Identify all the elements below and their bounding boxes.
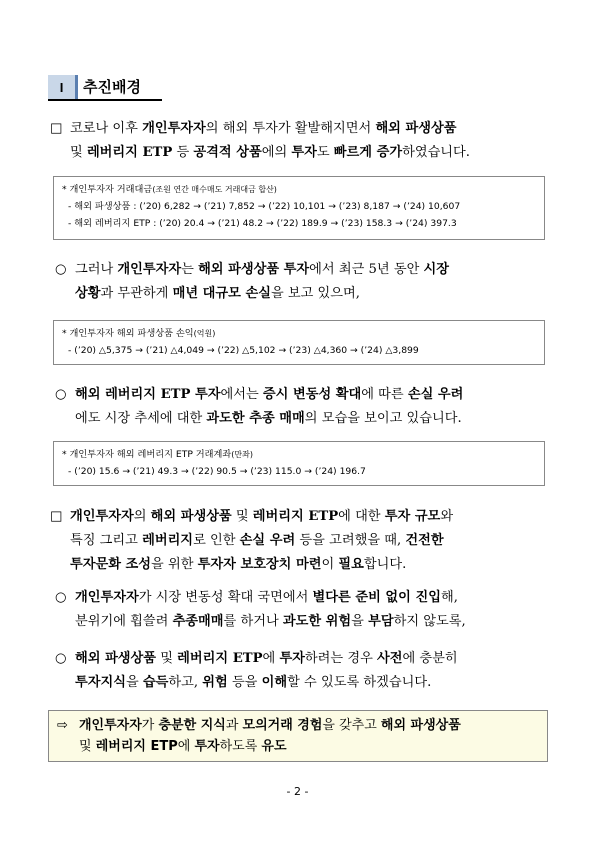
text: 및 bbox=[156, 651, 178, 666]
text: 과 bbox=[225, 718, 243, 733]
text: 합니다. bbox=[363, 557, 407, 572]
text: 와 bbox=[440, 509, 454, 524]
paragraph-4-line-2 bbox=[50, 529, 453, 553]
text: 에 bbox=[262, 651, 280, 666]
paragraph-6-line-2 bbox=[55, 671, 458, 695]
text-bold: 개인투자자 bbox=[79, 718, 142, 733]
text-bold: 해외 파생상품 bbox=[375, 121, 457, 136]
text: 의 해외 투자가 활발해지면서 bbox=[205, 121, 376, 136]
text-bold: 투자 bbox=[194, 739, 220, 754]
text-bold: 사전 bbox=[377, 651, 403, 666]
conclusion-line-1 bbox=[57, 715, 539, 736]
text-bold: 레버리지 ETP bbox=[95, 739, 178, 754]
text: 및 bbox=[231, 509, 253, 524]
text-bold: 개인투자자 bbox=[75, 590, 139, 605]
text: 및 bbox=[79, 739, 96, 754]
note-box-etp-accounts bbox=[53, 441, 545, 486]
section-number: I bbox=[48, 75, 78, 100]
text: 하였습니다. bbox=[402, 145, 470, 160]
text: 하도록 bbox=[219, 739, 262, 754]
text: 에 충분히 bbox=[402, 651, 458, 666]
text: 과 무관하게 bbox=[100, 286, 173, 301]
text-bold: 해외 파생상품 bbox=[380, 718, 461, 733]
text: 하려는 경우 bbox=[304, 651, 378, 666]
paragraph-4-line-3 bbox=[50, 553, 453, 577]
text-bold: 과도한 위험 bbox=[282, 614, 352, 629]
text: * 개인투자자 해외 파생상품 손익 bbox=[62, 328, 194, 339]
paragraph-6 bbox=[55, 647, 458, 695]
text-bold: 해외 파생상품 bbox=[150, 509, 232, 524]
note-title bbox=[62, 446, 536, 463]
text-bold: 증시 변동성 확대 bbox=[262, 387, 362, 402]
paragraph-6-line-1 bbox=[55, 647, 458, 671]
text: 할 수 있도록 하겠습니다. bbox=[287, 675, 432, 690]
text: 코로나 이후 bbox=[70, 121, 143, 136]
square-bullet-icon: □ bbox=[50, 509, 63, 524]
note-title bbox=[62, 181, 536, 198]
text-bold: 빠르게 증가 bbox=[333, 145, 403, 160]
text: * 개인투자자 거래대금 bbox=[62, 184, 153, 195]
text-bold: 투자 규모 bbox=[384, 509, 441, 524]
text-bold: 손실 우려 bbox=[407, 387, 464, 402]
text-bold: 위험 bbox=[202, 675, 228, 690]
text: 분위기에 휩쓸려 bbox=[75, 614, 173, 629]
text: 및 bbox=[70, 145, 87, 160]
circle-bullet-icon: ○ bbox=[55, 651, 67, 666]
text: 특징 그리고 bbox=[70, 533, 143, 548]
conclusion-box bbox=[48, 710, 548, 762]
paragraph-2 bbox=[55, 258, 449, 306]
text: 을 보고 있으며, bbox=[270, 286, 360, 301]
text-bold: 이해 bbox=[261, 675, 288, 690]
paragraph-4-line-1 bbox=[50, 505, 453, 529]
note-line: - 해외 파생상품 : (’20) 6,282 → (’21) 7,852 → (’22) 10,101 → (’23) 8,187 → (’24) 10,607 bbox=[68, 201, 461, 212]
text-bold: 상황 bbox=[75, 286, 101, 301]
text-bold: 별다른 준비 없이 진입 bbox=[312, 590, 441, 605]
circle-bullet-icon: ○ bbox=[55, 387, 67, 402]
text-bold: 투자 bbox=[279, 651, 305, 666]
text-bold: 레버리지 ETP bbox=[177, 651, 263, 666]
paragraph-5-line-1 bbox=[55, 586, 466, 610]
text-bold: 과도한 추종 매매 bbox=[206, 411, 305, 426]
text: 을 bbox=[125, 675, 143, 690]
text: 등을 고려했을 때, bbox=[295, 533, 406, 548]
text: 에서 최근 5년 동안 bbox=[309, 262, 424, 277]
paragraph-2-line-2 bbox=[55, 282, 449, 306]
text: (만좌) bbox=[231, 450, 253, 459]
text: 의 bbox=[133, 509, 151, 524]
note-line: - (’20) △5,375 → (’21) △4,049 → (’22) △5,102 → (’23) △4,360 → (’24) △3,899 bbox=[68, 345, 419, 356]
text-bold: 투자 bbox=[291, 145, 317, 160]
text-bold: 모의거래 경험 bbox=[242, 718, 323, 733]
note-box-derivatives-loss bbox=[53, 320, 545, 365]
note-line: - 해외 레버리지 ETP : (’20) 20.4 → (’21) 48.2 → (’22) 189.9 → (’23) 158.3 → (’24) 397.3 bbox=[68, 218, 457, 229]
text-bold: 개인투자자 bbox=[70, 509, 134, 524]
text-bold: 손실 우려 bbox=[239, 533, 296, 548]
text-bold: 개인투자자 bbox=[142, 121, 206, 136]
text: 하지 않도록, bbox=[393, 614, 466, 629]
text-bold: 필요 bbox=[338, 557, 364, 572]
note-box-trading-volume bbox=[53, 176, 545, 240]
circle-bullet-icon: ○ bbox=[55, 590, 67, 605]
text: 등 bbox=[172, 145, 194, 160]
paragraph-1 bbox=[50, 117, 470, 165]
text-bold: 투자지식 bbox=[75, 675, 126, 690]
text: 등을 bbox=[227, 675, 262, 690]
square-bullet-icon: □ bbox=[50, 121, 63, 136]
text-bold: 추종매매 bbox=[172, 614, 224, 629]
conclusion-line-2 bbox=[57, 736, 539, 757]
paragraph-5 bbox=[55, 586, 466, 634]
paragraph-3-line-2 bbox=[55, 407, 463, 431]
text-bold: 투자자 보호장치 마련 bbox=[197, 557, 322, 572]
paragraph-3 bbox=[55, 383, 463, 431]
text: 도 bbox=[316, 145, 334, 160]
text-bold: 유도 bbox=[261, 739, 287, 754]
text: 에 대한 bbox=[338, 509, 385, 524]
paragraph-3-line-1 bbox=[55, 383, 463, 407]
text-bold: 레버리지 bbox=[142, 533, 194, 548]
text-bold: 개인투자자 bbox=[117, 262, 182, 277]
text: (조원 연간 매수매도 거래대금 합산) bbox=[152, 185, 277, 194]
text-bold: 건전한 bbox=[405, 533, 444, 548]
text-bold: 충분한 지식 bbox=[158, 718, 226, 733]
paragraph-5-line-2 bbox=[55, 610, 466, 634]
text: 그러나 bbox=[75, 262, 118, 277]
text: 이 bbox=[321, 557, 339, 572]
text: 을 bbox=[351, 614, 369, 629]
circle-bullet-icon: ○ bbox=[55, 262, 67, 277]
text: (억원) bbox=[193, 329, 216, 338]
paragraph-1-line-1 bbox=[50, 117, 470, 141]
text: 을 갖추고 bbox=[322, 718, 381, 733]
text: 에 bbox=[177, 739, 195, 754]
text-bold: 레버리지 ETP bbox=[252, 509, 339, 524]
note-line: - (’20) 15.6 → (’21) 49.3 → (’22) 90.5 → (’23) 115.0 → (’24) 196.7 bbox=[68, 466, 366, 477]
text-bold: 부담 bbox=[368, 614, 394, 629]
text: 로 인한 bbox=[193, 533, 240, 548]
text: 에 따른 bbox=[361, 387, 408, 402]
text: 를 하거나 bbox=[223, 614, 283, 629]
text-bold: 습득 bbox=[142, 675, 169, 690]
text-bold: 매년 대규모 손실 bbox=[172, 286, 271, 301]
text: 의 모습을 보이고 있습니다. bbox=[304, 411, 462, 426]
text: 가 시장 변동성 확대 국면에서 bbox=[138, 590, 313, 605]
text-bold: 해외 파생상품 bbox=[75, 651, 157, 666]
text-bold: 시장 bbox=[423, 262, 449, 277]
text-bold: 투자문화 조성 bbox=[70, 557, 152, 572]
text: 가 bbox=[141, 718, 159, 733]
text-bold: 공격적 상품 bbox=[193, 145, 262, 160]
paragraph-1-line-2 bbox=[50, 141, 470, 165]
text: 에서는 bbox=[220, 387, 263, 402]
text: 을 위한 bbox=[151, 557, 198, 572]
text-bold: 레버리지 ETP bbox=[86, 145, 173, 160]
text: 에의 bbox=[261, 145, 292, 160]
text-bold: 해외 파생상품 투자 bbox=[198, 262, 310, 277]
paragraph-4 bbox=[50, 505, 453, 577]
note-title bbox=[62, 325, 536, 342]
text: 하고, bbox=[168, 675, 203, 690]
section-title: 추진배경 bbox=[83, 78, 141, 96]
page-number: - 2 - bbox=[286, 785, 309, 798]
arrow-right-icon: ⇨ bbox=[57, 718, 68, 733]
text: 에도 시장 추세에 대한 bbox=[75, 411, 207, 426]
paragraph-2-line-1 bbox=[55, 258, 449, 282]
text: * 개인투자자 해외 레버리지 ETP 거래계좌 bbox=[62, 449, 232, 460]
text-bold: 해외 레버리지 ETP 투자 bbox=[75, 387, 221, 402]
text: 해, bbox=[440, 590, 458, 605]
section-underline bbox=[48, 99, 162, 101]
text: 는 bbox=[181, 262, 199, 277]
